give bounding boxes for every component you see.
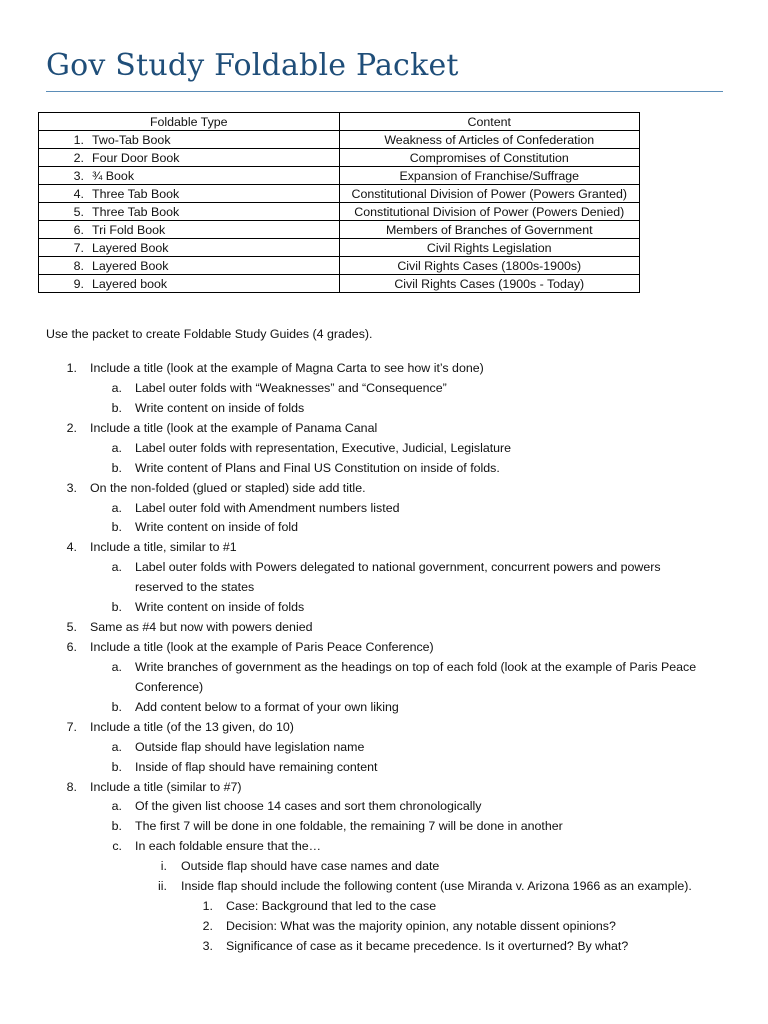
intro-text: Use the packet to create Foldable Study Guides (4 grades). [46,327,373,341]
title-underline [46,91,723,92]
table-row [39,167,640,185]
list-marker: a. [111,739,122,754]
row-number: 7. [73,240,84,255]
list-item-text: Include a title (of the 13 given, do 10) [90,719,294,734]
table-row [39,185,640,203]
list-marker: ii. [158,879,167,894]
list-marker: 7. [66,719,77,734]
list-item-text: Write content on inside of fold [135,520,299,535]
row-number: 5. [73,204,84,219]
row-number: 6. [73,222,84,237]
list-marker: 1. [202,899,213,914]
foldable-type-cell [39,185,340,203]
list-marker: i. [160,859,167,874]
content-cell: Civil Rights Legislation [339,239,640,257]
table-row [39,203,640,221]
list-item-text: Include a title (look at the example of Paris Peace Conference) [90,640,434,655]
row-number: 8. [73,258,84,273]
list-item-text: Write content on inside of folds [135,400,305,415]
foldable-type-cell [39,239,340,257]
list-item-text: Inside flap should include the following content (use Miranda v. Arizona 1966 as an example). [181,879,692,894]
list-item-text: On the non-folded (glued or stapled) side add title. [90,480,366,495]
content-cell: Civil Rights Cases (1900s - Today) [339,275,640,293]
list-marker: b. [111,699,122,714]
list-item-text: Add content below to a format of your own liking [135,699,399,714]
content-cell: Constitutional Division of Power (Powers Granted) [339,185,640,203]
list-item-text: Label outer fold with Amendment numbers listed [135,500,400,515]
list-item-text: Case: Background that led to the case [226,899,437,914]
list-marker: c. [112,839,122,854]
foldable-type: Layered book [92,276,168,291]
foldable-type: ¾ Book [92,168,135,183]
foldable-type: Four Door Book [92,150,180,165]
table-row [39,149,640,167]
list-marker: a. [111,799,122,814]
list-marker: a. [111,560,122,575]
list-marker: b. [111,400,122,415]
foldable-table [38,112,640,293]
list-marker: b. [111,600,122,615]
foldable-type: Three Tab Book [92,204,180,219]
list-marker: 2. [202,919,213,934]
list-item-text: Write content on inside of folds [135,600,305,615]
foldable-type: Layered Book [92,258,169,273]
list-item-text: Conference) [135,679,204,694]
list-item-text: Outside flap should have legislation name [135,739,365,754]
list-item-text: Same as #4 but now with powers denied [90,620,313,635]
list-item-text: Include a title (similar to #7) [90,779,242,794]
list-item-text: Write content of Plans and Final US Constitution on inside of folds. [135,460,500,475]
table-body [39,131,640,293]
list-marker: 6. [66,640,77,655]
page-title: Gov Study Foldable Packet [46,48,459,83]
list-item-text: Outside flap should have case names and date [181,859,440,874]
list-item-text: Include a title, similar to #1 [90,540,237,555]
list-item-text: Include a title (look at the example of Panama Canal [90,420,378,435]
table-row [39,131,640,149]
list-item-text: Significance of case as it became precedence. Is it overturned? By what? [226,938,629,953]
list-marker: 4. [66,540,77,555]
list-item-text: Label outer folds with representation, Executive, Judicial, Legislature [135,440,512,455]
row-number: 9. [73,276,84,291]
foldable-type: Two-Tab Book [92,132,171,147]
list-marker: a. [111,440,122,455]
table-row [39,275,640,293]
foldable-type-cell [39,203,340,221]
list-marker: 1. [66,361,77,375]
list-marker: a. [111,380,122,395]
table-row [39,221,640,239]
list-marker: 2. [66,420,77,435]
content-cell: Compromises of Constitution [339,149,640,167]
list-marker: b. [111,819,122,834]
table-row [39,257,640,275]
table-header-row [39,113,640,131]
row-number: 1. [73,132,84,147]
column-header-content: Content [339,113,640,131]
list-item-text: Inside of flap should have remaining content [135,759,378,774]
content-cell: Members of Branches of Government [339,221,640,239]
list-marker: a. [111,659,122,674]
list-marker: b. [111,520,122,535]
list-marker: a. [111,500,122,515]
content-cell: Civil Rights Cases (1800s-1900s) [339,257,640,275]
content-cell: Weakness of Articles of Confederation [339,131,640,149]
foldable-type-cell [39,257,340,275]
list-item-text: Label outer folds with Powers delegated to national government, concurrent powers and powers [135,560,661,575]
list-item-text: Of the given list choose 14 cases and sort them chronologically [135,799,482,814]
column-header-foldable-type: Foldable Type [39,113,340,131]
list-marker: 3. [66,480,77,495]
list-item-text: reserved to the states [135,580,255,595]
list-item-text: Label outer folds with “Weaknesses” and “Consequence” [135,380,447,395]
row-number: 2. [73,150,84,165]
foldable-type-cell [39,221,340,239]
foldable-type-cell [39,275,340,293]
foldable-type: Layered Book [92,240,169,255]
foldable-type-cell [39,167,340,185]
content-cell: Constitutional Division of Power (Powers Denied) [339,203,640,221]
foldable-type: Tri Fold Book [92,222,166,237]
list-item-text: In each foldable ensure that the… [135,839,321,854]
content-cell: Expansion of Franchise/Suffrage [339,167,640,185]
list-item-text: Include a title (look at the example of Magna Carta to see how it’s done) [90,361,484,375]
list-item-text: Write branches of government as the headings on top of each fold (look at the example of Paris Peace [135,659,697,674]
list-item-text: Decision: What was the majority opinion, any notable dissent opinions? [226,919,616,934]
list-item-text: The first 7 will be done in one foldable, the remaining 7 will be done in another [135,819,563,834]
foldable-type-cell [39,149,340,167]
list-marker: 8. [66,779,77,794]
list-marker: 3. [202,938,213,953]
list-marker: 5. [66,620,77,635]
list-marker: b. [111,759,122,774]
row-number: 4. [73,186,84,201]
row-number: 3. [73,168,84,183]
list-marker: b. [111,460,122,475]
table-row [39,239,640,257]
foldable-type-cell [39,131,340,149]
foldable-type: Three Tab Book [92,186,180,201]
